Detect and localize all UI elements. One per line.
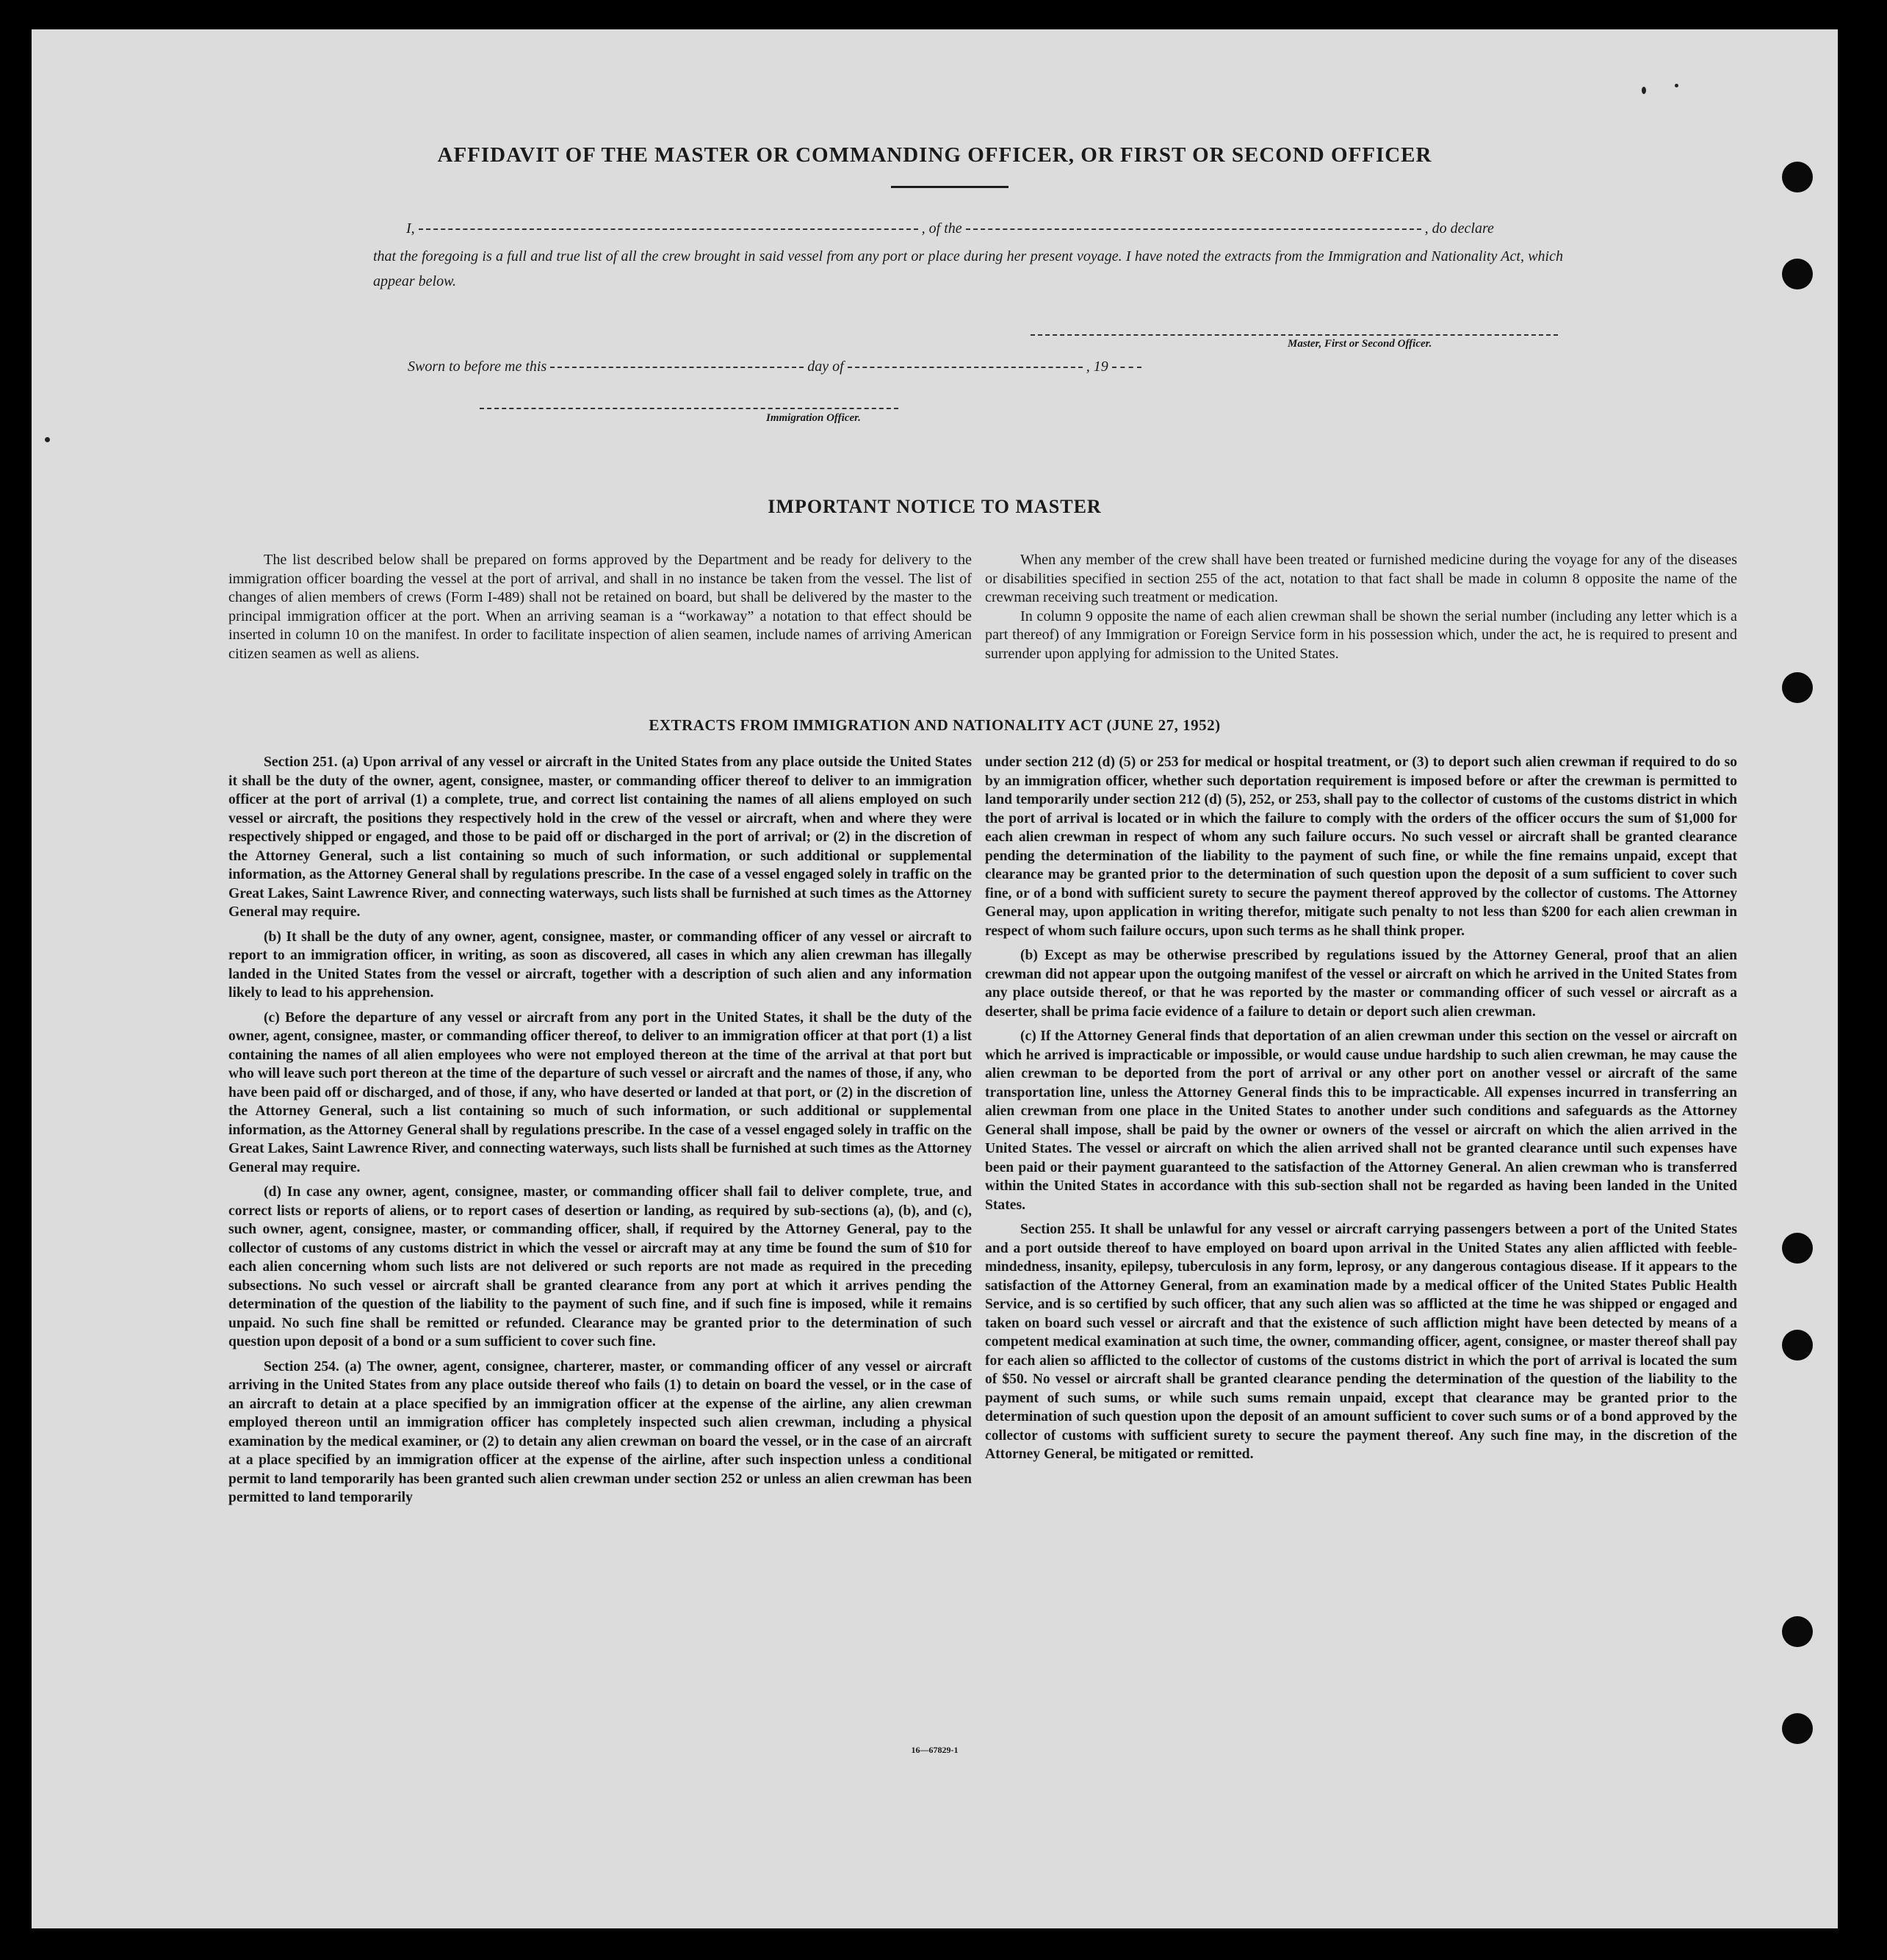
declare-suffix: , do declare bbox=[1424, 220, 1494, 237]
act-section-251c: (c) Before the departure of any vessel or aircraft from any port in the United States, it shall be the duty of the owner, agent, consignee, master, or commanding officer thereof, to deliver to an immigration officer at that port (1) a list containing the names of all alien employees who were not employed thereon at the time of the arrival at that port but who will leave such port thereon at the time of the departure of such vessel or aircraft and the names of those, if any, who have been paid off or discharged, and of those, if any, who have deserted or landed at that port, or (2) in the discretion of the Attorney General, such a list containing so much of such information, or such additional or supplemental information, as the Attorney General shall by regulations prescribe. In the case of a vessel engaged solely in traffic on the Great Lakes, Saint Lawrence River, and connecting waterways, such lists shall be furnished at such times as the Attorney General may require. bbox=[228, 1009, 972, 1175]
act-section-254a-cont: under section 212 (d) (5) or 253 for medical or hospital treatment, or (3) to deport such alien crewman if required to do so by an immigration officer, whether such deportation requirement is imposed before or after the crewman is permitted to land temporarily under section 212 (d) (5), 252, or 253, shall pay to the collector of customs of the customs district in which the port of arrival is located or in which the failure to comply with the orders of the officer occurs the sum of $1,000 for each alien crewman in respect of whom any such failure occurs. No such vessel or aircraft shall be granted clearance pending the determination of the liability to the payment of such fine, or while the fine remains unpaid, except that clearance may be granted prior to the determination of such question upon the deposit of a sum sufficient to cover such fine, or of a bond with sufficient surety to secure the payment thereof approved by the collector of customs. The Attorney General may, upon application in writing therefor, mitigate such penalty to not less than $200 for each alien crewman in respect of whom such failure occurs, upon such terms as he shall think proper. bbox=[985, 754, 1737, 939]
master-signature-label: Master, First or Second Officer. bbox=[1288, 338, 1432, 350]
act-section-251a: Section 251. (a) Upon arrival of any vessel or aircraft in the United States from any place outside the United States it shall be the duty of the owner, agent, consignee, master, or commanding officer thereof to deliver to an immigration officer at the port of arrival (1) a complete, true, and correct list containing the names of all aliens employed on such vessel or aircraft, the positions they respectively hold in the crew of the vessel or aircraft, when and where they were respectively shipped or engaged, and those to be paid off or discharged in the port of arrival; or (2) in the discretion of the Attorney General, such a list containing so much of such information, or such additional or supplemental information, as the Attorney General shall by regulations prescribe. In the case of a vessel engaged solely in traffic on the Great Lakes, Saint Lawrence River, and connecting waterways, such lists shall be furnished at such times as the Attorney General may require. bbox=[228, 754, 972, 920]
declarant-prefix: I, bbox=[406, 220, 415, 237]
act-left-column bbox=[228, 753, 972, 1507]
speck bbox=[1675, 84, 1678, 87]
sworn-day-label: day of bbox=[807, 359, 844, 375]
notice-paragraph: The list described below shall be prepared on forms approved by the Department and be ready for delivery to the immigration officer boarding the vessel at the port of arrival, and shall in no instance be taken from the vessel. The list of changes of alien members of crews (Form I-489) shall not be retained on board, but shall be delivered by the master to the principal immigration officer at the port. When an arriving seaman is a “workaway” a notation to that effect should be inserted in column 10 on the manifest. In order to facilitate inspection of alien seamen, include names of arriving American citizen seamen as well as aliens. bbox=[228, 552, 972, 662]
sworn-year-field[interactable] bbox=[1112, 367, 1141, 368]
vessel-prefix: , of the bbox=[921, 220, 962, 237]
punch-hole bbox=[1782, 1713, 1813, 1744]
affidavit-title: AFFIDAVIT OF THE MASTER OR COMMANDING OFFICER, OR FIRST OR SECOND OFFICER bbox=[437, 143, 1432, 167]
act-section-254c: (c) If the Attorney General finds that deportation of an alien crewman under this section on the vessel or aircraft on which he arrived is impracticable or impossible, or would cause undue hardship to such alien crewman, he may cause the alien crewman to be deported from the port of arrival or any other port on another vessel or aircraft of the same transportation line, unless the Attorney General finds this to be impracticable. All expenses incurred in transferring an alien crewman from one place in the United States to another under such conditions and safeguards as the Attorney General shall impose, shall be paid by the owner or owners of the vessel or aircraft on which the alien arrived in the United States. The vessel or aircraft on which the alien arrived shall not be granted clearance until such expenses have been paid or their payment guaranteed to the satisfaction of the Attorney General. An alien crewman who is transferred within the United States in accordance with this sub-section shall not be regarded as having been landed in the United States. bbox=[985, 1028, 1737, 1213]
speck bbox=[45, 437, 50, 442]
sworn-year-label: , 19 bbox=[1086, 359, 1108, 375]
notice-title: IMPORTANT NOTICE TO MASTER bbox=[768, 496, 1102, 517]
punch-hole bbox=[1782, 1233, 1813, 1264]
vessel-name-field[interactable] bbox=[966, 228, 1421, 230]
act-section-251d: (d) In case any owner, agent, consignee, master, or commanding officer shall fail to deliver complete, true, and correct lists or reports of aliens, or to report cases of desertion or landing, as required by sub-sections (a), (b), and (c), such owner, agent, consignee, master, or commanding officer, shall, if required by the Attorney General, pay to the collector of customs of any customs district in which the vessel or aircraft may at any time be found the sum of $10 for each alien concerning whom such lists are not delivered or such reports are not made as required in the preceding subsections. No such vessel or aircraft shall be granted clearance from any port at which it arrives pending the determination of the question of the liability to the payment of such fine, and if such fine is imposed, while it remains unpaid. No such fine shall be remitted or refunded. Clearance may be granted prior to the determination of such question upon deposit of a bond or a sum sufficient to cover such fine. bbox=[228, 1184, 972, 1350]
form-code: 16—67829-1 bbox=[911, 1745, 959, 1755]
notice-paragraph: When any member of the crew shall have been treated or furnished medicine during the voyage for any of the diseases or disabilities specified in section 255 of the act, notation to that fact shall be made in column 8 opposite the name of the crewman receiving such treatment or medication. bbox=[985, 552, 1737, 605]
sworn-prefix: Sworn to before me this bbox=[408, 359, 547, 375]
notice-left-column bbox=[228, 551, 972, 663]
notice-paragraph: In column 9 opposite the name of each alien crewman shall be shown the serial number (including any letter which is a part thereof) of any Immigration or Foreign Service form in his possession which, under the act, he is required to present and surrender upon applying for admission to the United States. bbox=[985, 608, 1737, 662]
punch-hole bbox=[1782, 259, 1813, 289]
act-section-255: Section 255. It shall be unlawful for any vessel or aircraft carrying passengers between a port of the United States and a port outside thereof to have employed on board upon arrival in the United States any alien afflicted with feeble-mindedness, insanity, epilepsy, tuberculosis in any form, leprosy, or any dangerous contagious disease. If it appears to the satisfaction of the Attorney General, from an examination made by a medical officer of the United States Public Health Service, and is so certified by such officer, that any such alien was so afflicted at the time he was shipped or engaged and taken on board such vessel or aircraft and that the existence of such affliction might have been detected by means of a competent medical examination at such time, the owner, commanding officer, agent, consignee, or master thereof shall pay for each alien so afflicted to the collector of customs of the customs district in which the port of arrival is located the sum of $50. No vessel or aircraft shall be granted clearance pending the determination of the question of the liability to the payment of such sums, or while such sums remain unpaid, except that clearance may be granted prior to the determination of such question upon the deposit of an amount sufficient to cover such sums or of a bond approved by the collector of customs with sufficient surety to secure the payment thereof. Any such fine may, in the discretion of the Attorney General, be mitigated or remitted. bbox=[985, 1222, 1737, 1462]
sworn-month-field[interactable] bbox=[848, 367, 1083, 368]
speck bbox=[1642, 87, 1646, 94]
declarant-line bbox=[406, 220, 1494, 237]
sworn-line bbox=[408, 359, 1141, 375]
officer-signature-field[interactable] bbox=[480, 408, 898, 409]
officer-signature-label: Immigration Officer. bbox=[766, 412, 861, 424]
act-section-254b: (b) Except as may be otherwise prescribed by regulations issued by the Attorney General, proof that an alien crewman did not appear upon the outgoing manifest of the vessel or aircraft on which he arrived in the United States from any place outside thereof, or that he was reported by the master or commanding officer of such vessel or aircraft as a deserter, shall be prima facie evidence of a failure to detain or deport such alien crewman. bbox=[985, 948, 1737, 1020]
notice-right-column bbox=[985, 551, 1737, 663]
declaration-text: that the foregoing is a full and true list of all the crew brought in said vessel from any port or place during her present voyage. I have noted the extracts from the Immigration and Nationality Act, which appear below. bbox=[373, 248, 1563, 289]
title-rule bbox=[891, 186, 1009, 188]
act-section-254a: Section 254. (a) The owner, agent, consignee, charterer, master, or commanding officer of any vessel or aircraft arriving in the United States from any place outside thereof who fails (1) to detain on board the vessel, or in the case of an aircraft to detain at a place specified by an immigration officer at the expense of the airline, any alien crewman employed thereon until an immigration officer has completely inspected such alien crewman, including a physical examination by the medical examiner, or (2) to detain any alien crewman on board the vessel, or in the case of an aircraft at a place specified by an immigration officer at the expense of the airline, after such inspection unless a conditional permit to land temporarily has been granted such alien crewman under section 252 or unless an alien crewman has been permitted to land temporarily bbox=[228, 1358, 972, 1505]
act-right-column bbox=[985, 753, 1737, 1464]
document-page bbox=[32, 29, 1838, 1928]
extracts-title: EXTRACTS FROM IMMIGRATION AND NATIONALITY ACT (JUNE 27, 1952) bbox=[649, 716, 1221, 734]
sworn-day-field[interactable] bbox=[550, 367, 804, 368]
punch-hole bbox=[1782, 1616, 1813, 1647]
act-section-251b: (b) It shall be the duty of any owner, agent, consignee, master, or commanding officer of any vessel or aircraft to report to an immigration officer, in writing, as soon as discovered, all cases in which any alien crewman has illegally landed in the United States from the vessel or aircraft, together with a description of such alien and any information likely to lead to his apprehension. bbox=[228, 929, 972, 1001]
punch-hole bbox=[1782, 1330, 1813, 1361]
master-signature-field[interactable] bbox=[1031, 334, 1558, 336]
punch-hole bbox=[1782, 672, 1813, 703]
declarant-name-field[interactable] bbox=[419, 228, 918, 230]
